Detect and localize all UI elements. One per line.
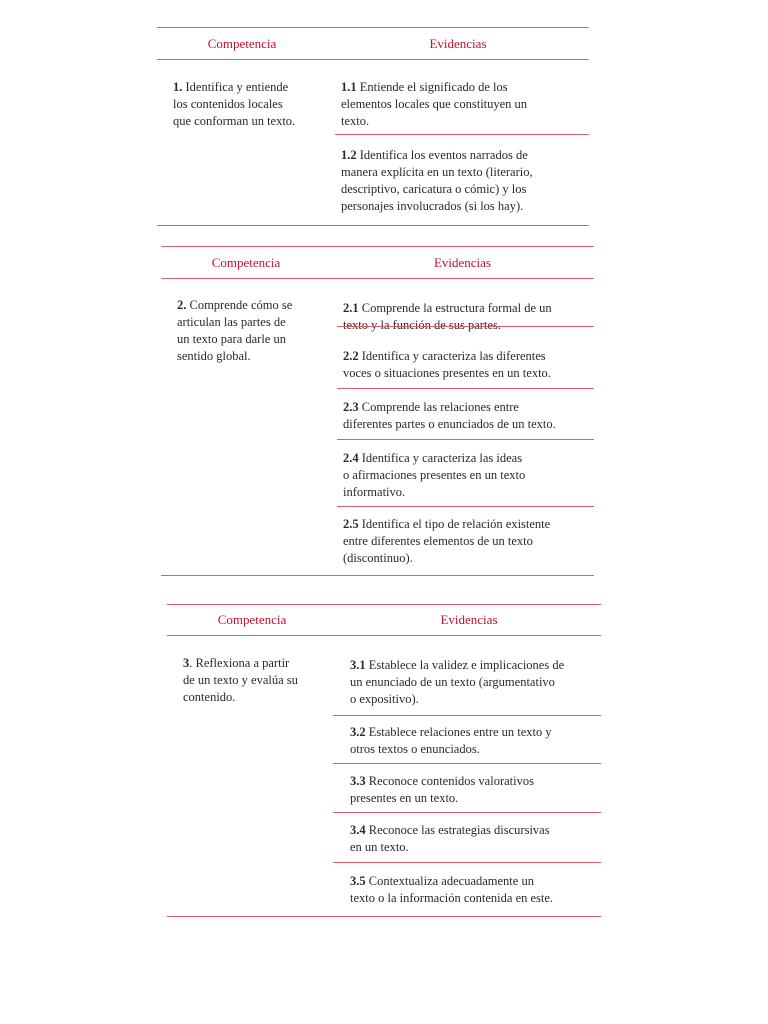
header-competencia: Competencia — [207, 36, 277, 51]
evidence-description: Contextualiza adecuadamente un texto o la información contenida en este. — [350, 874, 554, 905]
header-bottom-rule — [161, 278, 594, 279]
evidence-divider — [337, 506, 594, 507]
evidence-number: 2.3 — [343, 400, 359, 414]
competencia-description: . Reflexiona a partir de un texto y evalúa su contenido. — [183, 656, 298, 704]
evidence-description: Identifica y caracteriza las ideas o afirmaciones presentes en un texto informativo. — [343, 451, 526, 499]
table-top-rule — [161, 246, 594, 247]
evidence-number: 1.2 — [341, 148, 357, 162]
evidence-description: Comprende las relaciones entre diferentes partes o enunciados de un texto. — [343, 400, 556, 431]
evidence-divider — [335, 134, 589, 135]
evidence-number: 2.2 — [343, 349, 359, 363]
header-bottom-rule — [157, 59, 589, 60]
evidence-item — [341, 79, 589, 130]
header-competencia: Competencia — [217, 612, 287, 627]
evidence-item — [341, 147, 589, 215]
evidence-divider — [337, 388, 594, 389]
evidence-divider — [337, 439, 594, 440]
evidence-item — [350, 657, 601, 708]
competencia-description: Comprende cómo se articulan las partes de un texto para darle un sentido global. — [177, 298, 293, 363]
evidence-item — [350, 873, 601, 907]
evidence-description: Entiende el significado de los elementos locales que constituyen un texto. — [341, 80, 528, 128]
table-top-rule — [167, 604, 601, 605]
evidence-description: Establece la validez e implicaciones de un enunciado de un texto (argumentativo o expositivo). — [350, 658, 565, 706]
evidence-number: 2.5 — [343, 517, 359, 531]
evidence-number: 3.5 — [350, 874, 366, 888]
evidence-item — [343, 450, 594, 501]
evidence-item — [350, 822, 601, 856]
evidence-item — [343, 348, 594, 382]
evidence-number: 2.4 — [343, 451, 359, 465]
table-top-rule — [157, 27, 589, 28]
evidence-number: 2.1 — [343, 301, 359, 315]
header-competencia: Competencia — [211, 255, 281, 270]
competencia-number: 2. — [177, 298, 187, 312]
header-evidencias: Evidencias — [429, 36, 487, 51]
competencia-text — [177, 297, 337, 365]
evidence-item — [350, 773, 601, 807]
header-evidencias: Evidencias — [440, 612, 498, 627]
evidence-description: Identifica los eventos narrados de manera explícita en un texto (literario, descriptivo, caricatura o cómic) y los personajes involucrados (si los hay). — [341, 148, 533, 213]
evidence-description: Establece relaciones entre un texto y otros textos o enunciados. — [350, 725, 552, 756]
evidence-number: 1.1 — [341, 80, 357, 94]
evidence-divider — [333, 763, 601, 764]
competencia-text — [173, 79, 333, 130]
evidence-description: Comprende la estructura formal de un texto y la función de sus partes. — [343, 301, 552, 332]
competency-table-3 — [167, 604, 601, 919]
evidence-divider — [333, 715, 601, 716]
evidence-divider — [337, 326, 594, 327]
table-bottom-rule — [167, 916, 601, 917]
competency-table-1 — [157, 27, 589, 227]
competency-table-2 — [161, 246, 594, 578]
evidence-description: Reconoce contenidos valorativos presentes en un texto. — [350, 774, 534, 805]
competencia-number: 1. — [173, 80, 183, 94]
evidence-description: Identifica y caracteriza las diferentes voces o situaciones presentes en un texto. — [343, 349, 551, 380]
evidence-item — [343, 399, 594, 433]
competencia-description: Identifica y entiende los contenidos locales que conforman un texto. — [173, 80, 296, 128]
header-evidencias: Evidencias — [433, 255, 492, 270]
header-bottom-rule — [167, 635, 601, 636]
evidence-item — [343, 300, 594, 334]
evidence-divider — [333, 812, 601, 813]
evidence-number: 3.2 — [350, 725, 366, 739]
evidence-item — [343, 516, 594, 567]
evidence-number: 3.1 — [350, 658, 366, 672]
competencia-text — [183, 655, 343, 706]
table-bottom-rule — [157, 225, 589, 226]
evidence-divider — [333, 862, 601, 863]
evidence-number: 3.4 — [350, 823, 366, 837]
evidence-item — [350, 724, 601, 758]
table-bottom-rule — [161, 575, 594, 576]
evidence-number: 3.3 — [350, 774, 366, 788]
competencia-number: 3 — [183, 656, 190, 670]
evidence-description: Reconoce las estrategias discursivas en un texto. — [350, 823, 550, 854]
evidence-description: Identifica el tipo de relación existente entre diferentes elementos de un texto (discontinuo). — [343, 517, 551, 565]
